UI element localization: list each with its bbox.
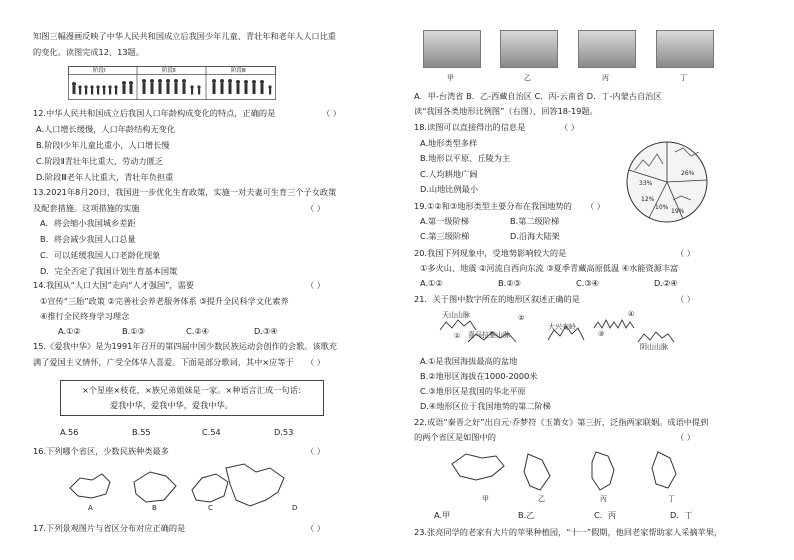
q17-stem: 17.下列景观图片与省区分布对应正确的是 [33,523,186,533]
q16-map-a-label: A [88,504,93,512]
q23-stem: 23.张亮同学的老家有大片的苹果种植园，“十一”假期，他回老家帮助家人采摘苹果， [414,527,723,537]
q13-option-a: A．将会缩小我国城乡差距 [40,218,136,228]
q17-options: A．甲-台湾省 B．乙-西藏自治区 C．丙-云南省 D．丁-内蒙古自治区 [414,91,662,101]
q19-option-b: B.第二级阶梯 [510,216,560,226]
province-outlines-figure [66,460,306,520]
q22-province-maps [446,446,696,504]
region-num-4: ④ [628,310,635,318]
q20-stem: 20.我国下列现象中，受地势影响较大的是 [414,248,567,258]
photo-caption-yi: 乙 [524,74,531,82]
q22-stem-2: 的两个省区是如图中的 [414,432,496,442]
q12-option-c: C.阶段Ⅱ青壮年比重大，劳动力匮乏 [36,156,163,166]
mountain-label-daxinganling: 大兴安岭 [548,323,576,331]
q21-answer-paren: （ ） [676,294,695,304]
region-num-3: ③ [598,330,605,338]
mountain-ranges-figure [438,310,688,354]
q21-stem: 21．关于图中数字所在的地形区叙述正确的是 [414,294,580,304]
population-cartoon [68,66,276,100]
mountain-label-himalaya: 喜马拉雅山脉 [468,331,510,339]
q15-answer-paren: （ ） [306,357,325,367]
q19-option-c: C.第三级阶梯 [420,231,470,241]
q20-options-line: ①多火山、地震 ②河流自西向东流 ③夏季青藏高原低温 ④水能资源丰富 [420,263,679,273]
terrain-ratio-pie [625,140,709,224]
q22-choice-b: B.乙 [518,510,535,520]
q18-option-d: D.山地比例最小 [420,184,479,194]
q16-stem: 16.下列哪个省区，少数民族种类最多 [33,446,169,456]
lyric-line-2: 爱我中华，爱我中华，爱我中华。 [110,400,233,410]
q22-answer-paren: （ ） [676,432,695,442]
q14-stem: 14.我国从“人口大国”走向“人才强国”，需要 [33,280,194,290]
q16-map-b-label: B [152,504,157,512]
q18-option-b: B.地形以平原、丘陵为主 [420,153,511,163]
q14-choice-a: A.①② [58,326,81,336]
pie-label-3: 19% [671,208,685,215]
q14-options-line: ①宣传“三胎”政策 ②完善社会养老服务体系 ③提升全民科学文化素养 [40,296,289,306]
q18-option-c: C.人均耕地广阔 [420,169,478,179]
q12-stem: 12.中华人民共和国成立后我国人口年龄构成变化的特点，正确的是 [33,108,276,118]
pie-label-5: 12% [641,196,655,203]
photo-caption-bing: 丙 [602,74,609,82]
q20-choice-a: A.①② [420,278,443,288]
q13-option-c: C．可以延缓我国人口老龄化现象 [40,250,161,260]
q12-answer-paren: （ ） [322,108,341,118]
q16-answer-paren: （ ） [306,446,325,456]
q15-choice-d: D.53 [274,427,294,437]
q15-choice-a: A.56 [60,427,79,437]
q22-choice-a: A.甲 [434,510,451,520]
photo-caption-jia: 甲 [447,74,454,82]
q20-choice-b: B.②③ [498,278,521,288]
q22-map-caption-bing: 丙 [600,495,607,503]
q16-map-c-label: C [208,504,213,512]
region-num-2: ② [518,314,525,322]
q19-answer-paren: （ ） [586,201,605,211]
intro-line-2: 的变化。读图完成12、13题。 [33,47,144,57]
photo-caption-ding: 丁 [680,74,687,82]
landscape-photo-bing [578,30,636,68]
q13-stem-2: 及配套措施。这项措施的实施 [33,203,140,213]
q12-option-d: D.阶段Ⅲ老年人比重大，青壮年负担重 [36,172,174,182]
q21-option-a: A.①是我国海拔最高的盆地 [420,356,518,366]
q13-answer-paren: （ ） [306,203,325,213]
stage-label-2: 阶段Ⅱ [162,68,176,74]
lyric-line-1: ×个星座×枝花，×族兄弟姐妹是一家。×种语言汇成一句话： [82,385,306,395]
q19-option-a: A.第一级阶梯 [420,216,469,226]
q19-stem: 19.①②和③地形类型主要分布在我国地势的 [414,201,572,211]
intro-line-1: 知图三幅漫画反映了中华人民共和国成立后我国少年儿童、青壮年和老年人人口比重 [33,31,336,41]
q22-map-caption-yi: 乙 [538,495,545,503]
province-outlines [66,460,306,520]
q13-option-d: D．完全否定了我国计划生育基本国策 [40,266,178,276]
q14-choice-c: C.②④ [186,326,209,336]
q14-choice-b: B.①③ [122,326,145,336]
landscape-photo-jia [423,30,481,68]
q14-answer-paren: （ ） [306,280,325,290]
pie-label-2: 26% [681,170,695,177]
q21-option-d: D.④地形区位于我国地势的第二阶梯 [420,401,551,411]
landscape-photo-ding [656,30,714,68]
q22-choice-d: D．丁 [670,510,693,520]
q15-choice-b: B.55 [132,427,151,437]
stage-label-1: 阶段Ⅰ [93,68,106,74]
q12-option-a: A.人口增长缓慢，人口年龄结构无变化 [36,124,176,134]
q13-option-b: B．将会减少我国人口总量 [40,234,136,244]
q15-stem-2: 满了爱国主义情怀，广受全体华人喜爱。下面是部分歌词，其中×应等于 [33,357,294,367]
q12-option-b: B.阶段Ⅰ少年儿童比重小，人口增长慢 [36,140,170,150]
q18-stem: 18.读图可以直接得出的信息是 [414,122,526,132]
pie-label-4: 10% [655,204,669,211]
q22-map-caption-ding: 丁 [668,495,675,503]
q18-intro: 读“我国各类地形比例图”（右图），回答18-19题。 [414,106,598,116]
pie-label-1: 33% [639,180,653,187]
q13-stem-1: 13.2021年8月20日，我国进一步优化生育政策，实施一对夫妻可生育三个子女政策 [33,187,337,197]
mountain-label-yinshan: 阴山山脉 [640,343,668,351]
mountain-label-tianshan: 天山山脉 [442,311,470,319]
q22-map-caption-jia: 甲 [482,495,489,503]
q15-stem-1: 15.《爱我中华》是为1991年召开的第四届中国少数民族运动会创作的会歌。该歌充 [33,341,338,351]
q17-answer-paren: （ ） [306,523,325,533]
q21-option-b: B.②地形区海拔在1000-2000米 [420,371,538,381]
q14-choice-d: D.③④ [254,326,278,336]
q20-choice-c: C.③④ [576,278,599,288]
q18-option-a: A.地形类型多样 [420,138,478,148]
terrain-ratio-figure [625,140,709,224]
q22-choice-c: C．丙 [594,510,617,520]
region-num-1: ① [454,332,461,340]
q16-map-d-label: D [292,504,298,512]
q20-choice-d: D.②④ [654,278,678,288]
q22-stem-1: 22.成语“秦晋之好”出自元·乔梦符《玉箫女》第三折，泛指两家联姻。成语中提到 [414,417,709,427]
stage-label-3: 阶段Ⅲ [231,68,246,74]
q14-option-4: ④推行全民终身学习理念 [40,311,130,321]
q20-answer-paren: （ ） [676,248,695,258]
q19-option-d: D.沿海大陆架 [510,231,560,241]
q15-choice-c: C.54 [202,427,221,437]
q21-option-c: C.③地形区是我国的华北平原 [420,386,526,396]
landscape-photo-yi [500,30,558,68]
q18-answer-paren: （ ） [560,122,579,132]
